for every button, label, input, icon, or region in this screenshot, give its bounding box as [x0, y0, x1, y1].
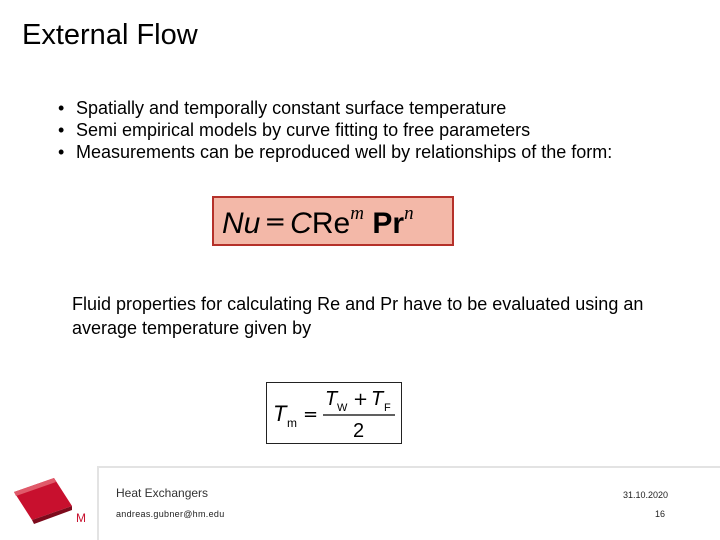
logo-letter: M [76, 511, 86, 525]
tf-subscript: F [384, 402, 391, 414]
footer-email: andreas.gubner@hm.edu [116, 509, 225, 519]
footer-course: Heat Exchangers [116, 486, 209, 500]
bullet-item: • Semi empirical models by curve fitting to free parameters [58, 120, 531, 140]
mean-temperature-formula [266, 382, 402, 444]
hm-logo-icon [8, 466, 94, 526]
footer-divider [97, 466, 720, 468]
nusselt-formula-box [212, 196, 454, 246]
page-number: 16 [654, 509, 665, 519]
bullet-item: • Measurements can be reproduced well by relationships of the form: [58, 142, 613, 162]
tm-subscript: m [287, 416, 297, 430]
plus-sign: + [353, 389, 369, 410]
tf-symbol: T [371, 388, 384, 410]
nusselt-formula: Nu = CRe$^m$ Pr$^n$ [222, 203, 414, 240]
tm-symbol: T [273, 401, 287, 426]
average-temperature-text: Fluid properties for calculating Re and Pr have to be evaluated using an average temperature given by [72, 294, 644, 338]
footer-date: 31.10.2020 [622, 490, 668, 500]
tw-symbol: T [325, 388, 338, 410]
bullet-list [58, 97, 658, 163]
tm-equals: = [303, 404, 319, 425]
university-logo [8, 466, 94, 531]
mean-temperature-formula-svg [267, 383, 401, 443]
tw-subscript: W [337, 402, 348, 414]
slide-title: External Flow [22, 19, 198, 51]
footer-vertical-divider [97, 466, 99, 540]
bullet-item: • Spatially and temporally constant surface temperature [58, 98, 507, 118]
denominator: 2 [353, 420, 365, 442]
